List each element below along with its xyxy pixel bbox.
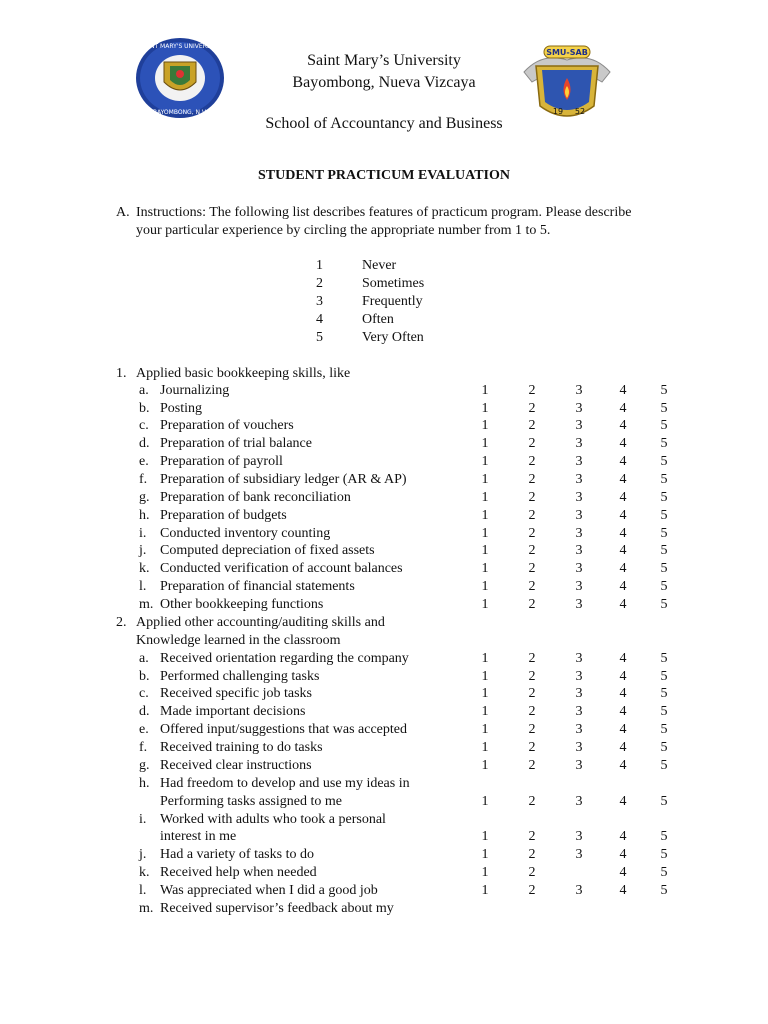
rating-option-4[interactable]: 4 [619, 561, 627, 576]
rating-option-5[interactable]: 5 [660, 847, 668, 862]
rating-option-1[interactable]: 1 [481, 704, 489, 719]
item-text: Conducted inventory counting [160, 526, 331, 541]
rating-option-1[interactable]: 1 [481, 454, 489, 469]
rating-option-3[interactable]: 3 [575, 883, 583, 898]
rating-option-3[interactable]: 3 [575, 472, 583, 487]
question-text-continued: Knowledge learned in the classroom [136, 633, 341, 648]
item-text: Received clear instructions [160, 758, 312, 773]
item-text: Received orientation regarding the company [160, 651, 409, 666]
rating-option-1[interactable]: 1 [481, 543, 489, 558]
rating-option-4[interactable]: 4 [619, 436, 627, 451]
rating-option-4[interactable]: 4 [619, 686, 627, 701]
rating-option-5[interactable]: 5 [660, 490, 668, 505]
rating-option-5[interactable]: 5 [660, 651, 668, 666]
rating-option-5[interactable]: 5 [660, 883, 668, 898]
item-text: Preparation of vouchers [160, 418, 294, 433]
rating-option-4[interactable]: 4 [619, 597, 627, 612]
rating-option-1[interactable]: 1 [481, 686, 489, 701]
rating-option-3[interactable]: 3 [575, 526, 583, 541]
scale-label: Sometimes [362, 276, 425, 291]
rating-option-3[interactable]: 3 [575, 454, 583, 469]
rating-option-2[interactable]: 2 [528, 651, 536, 666]
rating-option-1[interactable]: 1 [481, 418, 489, 433]
rating-option-4[interactable]: 4 [619, 383, 627, 398]
item-letter: g. [139, 758, 150, 773]
item-letter: b. [139, 669, 150, 684]
rating-option-3[interactable]: 3 [575, 490, 583, 505]
question-text: Applied other accounting/auditing skills and [136, 615, 385, 630]
rating-option-2[interactable]: 2 [528, 794, 536, 809]
rating-option-3[interactable]: 3 [575, 383, 583, 398]
university-location: Bayombong, Nueva Vizcaya [292, 74, 476, 91]
scale-number: 5 [316, 330, 323, 345]
rating-option-5[interactable]: 5 [660, 740, 668, 755]
rating-option-4[interactable]: 4 [619, 669, 627, 684]
item-letter: f. [139, 472, 148, 487]
rating-option-5[interactable]: 5 [660, 454, 668, 469]
item-letter: k. [139, 561, 150, 576]
rating-option-5[interactable]: 5 [660, 561, 668, 576]
rating-option-2[interactable]: 2 [528, 383, 536, 398]
school-name: School of Accountancy and Business [265, 115, 503, 132]
rating-option-4[interactable]: 4 [619, 543, 627, 558]
rating-option-3[interactable]: 3 [575, 704, 583, 719]
rating-option-3[interactable]: 3 [575, 508, 583, 523]
item-text: Performing tasks assigned to me [160, 794, 342, 809]
rating-option-4[interactable]: 4 [619, 418, 627, 433]
rating-option-1[interactable]: 1 [481, 794, 489, 809]
item-text: Had freedom to develop and use my ideas in [160, 776, 410, 791]
rating-option-2[interactable]: 2 [528, 829, 536, 844]
rating-option-4[interactable]: 4 [619, 794, 627, 809]
rating-option-2[interactable]: 2 [528, 561, 536, 576]
item-text: Performed challenging tasks [160, 669, 320, 684]
rating-option-3[interactable]: 3 [575, 669, 583, 684]
item-letter: h. [139, 508, 150, 523]
item-letter: b. [139, 401, 150, 416]
rating-option-2[interactable]: 2 [528, 472, 536, 487]
rating-option-4[interactable]: 4 [619, 454, 627, 469]
question-text: Applied basic bookkeeping skills, like [136, 366, 351, 381]
rating-option-4[interactable]: 4 [619, 740, 627, 755]
item-text: Had a variety of tasks to do [160, 847, 314, 862]
rating-option-1[interactable]: 1 [481, 597, 489, 612]
item-letter: f. [139, 740, 148, 755]
item-letter: j. [139, 543, 147, 558]
item-text: Was appreciated when I did a good job [160, 883, 378, 898]
rating-option-5[interactable]: 5 [660, 704, 668, 719]
rating-option-3[interactable]: 3 [575, 651, 583, 666]
rating-option-3[interactable]: 3 [575, 794, 583, 809]
form-title: STUDENT PRACTICUM EVALUATION [257, 168, 511, 183]
question-number: 2. [116, 615, 127, 630]
rating-option-2[interactable]: 2 [528, 508, 536, 523]
rating-option-4[interactable]: 4 [619, 704, 627, 719]
item-text: Conducted verification of account balances [160, 561, 403, 576]
item-letter: a. [139, 651, 149, 666]
item-text: Received help when needed [160, 865, 317, 880]
svg-text:19: 19 [552, 107, 564, 116]
item-letter: d. [139, 436, 150, 451]
rating-option-1[interactable]: 1 [481, 472, 489, 487]
rating-option-4[interactable]: 4 [619, 490, 627, 505]
rating-option-2[interactable]: 2 [528, 758, 536, 773]
rating-option-4[interactable]: 4 [619, 847, 627, 862]
university-name: Saint Mary’s University [307, 52, 461, 69]
rating-option-5[interactable]: 5 [660, 829, 668, 844]
item-text: Preparation of trial balance [160, 436, 312, 451]
item-letter: h. [139, 776, 150, 791]
item-text: interest in me [160, 829, 237, 844]
rating-option-5[interactable]: 5 [660, 508, 668, 523]
rating-option-4[interactable]: 4 [619, 829, 627, 844]
scale-number: 1 [316, 258, 323, 273]
item-letter: c. [139, 418, 149, 433]
item-letter: d. [139, 704, 150, 719]
rating-option-4[interactable]: 4 [619, 526, 627, 541]
rating-option-2[interactable]: 2 [528, 543, 536, 558]
instructions-line-1: Instructions: The following list describes features of practicum program. Please describe [136, 205, 632, 220]
rating-option-3[interactable]: 3 [575, 401, 583, 416]
school-emblem-logo [522, 42, 612, 126]
item-letter: l. [139, 883, 147, 898]
rating-option-3[interactable]: 3 [575, 740, 583, 755]
rating-option-5[interactable]: 5 [660, 758, 668, 773]
rating-option-4[interactable]: 4 [619, 508, 627, 523]
rating-option-1[interactable]: 1 [481, 758, 489, 773]
rating-option-3[interactable]: 3 [575, 418, 583, 433]
rating-option-1[interactable]: 1 [481, 865, 489, 880]
scale-number: 4 [316, 312, 323, 327]
rating-option-5[interactable]: 5 [660, 865, 668, 880]
rating-option-3[interactable]: 3 [575, 543, 583, 558]
item-text: Other bookkeeping functions [160, 597, 324, 612]
rating-option-1[interactable]: 1 [481, 669, 489, 684]
rating-option-1[interactable]: 1 [481, 829, 489, 844]
rating-option-1[interactable]: 1 [481, 561, 489, 576]
rating-option-4[interactable]: 4 [619, 758, 627, 773]
instructions-line-2: your particular experience by circling the appropriate number from 1 to 5. [136, 223, 551, 238]
item-text: Received specific job tasks [160, 686, 313, 701]
scale-label: Very Often [362, 330, 424, 345]
item-letter: l. [139, 579, 147, 594]
svg-text:52: 52 [574, 107, 586, 116]
scale-number: 3 [316, 294, 323, 309]
rating-option-5[interactable]: 5 [660, 794, 668, 809]
section-a-label: A. [116, 205, 130, 220]
rating-option-4[interactable]: 4 [619, 472, 627, 487]
item-text: Posting [160, 401, 203, 416]
rating-option-2[interactable]: 2 [528, 865, 536, 880]
item-text: Received supervisor’s feedback about my [160, 901, 394, 916]
rating-option-1[interactable]: 1 [481, 883, 489, 898]
rating-option-5[interactable]: 5 [660, 543, 668, 558]
item-text: Preparation of subsidiary ledger (AR & AP) [160, 472, 407, 487]
item-letter: i. [139, 812, 147, 827]
item-letter: g. [139, 490, 150, 505]
rating-option-5[interactable]: 5 [660, 472, 668, 487]
rating-option-2[interactable]: 2 [528, 418, 536, 433]
item-text: Preparation of bank reconciliation [160, 490, 351, 505]
rating-option-3[interactable]: 3 [575, 829, 583, 844]
scale-label: Frequently [362, 294, 423, 309]
rating-option-5[interactable]: 5 [660, 418, 668, 433]
rating-option-2[interactable]: 2 [528, 436, 536, 451]
rating-option-2[interactable]: 2 [528, 686, 536, 701]
rating-option-4[interactable]: 4 [619, 579, 627, 594]
item-text: Preparation of budgets [160, 508, 287, 523]
rating-option-3[interactable]: 3 [575, 722, 583, 737]
item-text: Computed depreciation of fixed assets [160, 543, 375, 558]
item-text: Preparation of financial statements [160, 579, 355, 594]
rating-option-5[interactable]: 5 [660, 526, 668, 541]
rating-option-3[interactable]: 3 [575, 561, 583, 576]
item-letter: j. [139, 847, 147, 862]
rating-option-2[interactable]: 2 [528, 704, 536, 719]
rating-option-3[interactable]: 3 [575, 436, 583, 451]
item-letter: e. [139, 454, 149, 469]
scale-label: Never [362, 258, 397, 273]
rating-option-4[interactable]: 4 [619, 865, 627, 880]
rating-option-2[interactable]: 2 [528, 490, 536, 505]
svg-text:SMU-SAB: SMU-SAB [546, 48, 588, 57]
rating-option-1[interactable]: 1 [481, 436, 489, 451]
item-letter: i. [139, 526, 147, 541]
rating-option-5[interactable]: 5 [660, 597, 668, 612]
rating-option-2[interactable]: 2 [528, 883, 536, 898]
rating-option-5[interactable]: 5 [660, 669, 668, 684]
item-letter: k. [139, 865, 150, 880]
rating-option-1[interactable]: 1 [481, 383, 489, 398]
rating-option-2[interactable]: 2 [528, 740, 536, 755]
item-text: Preparation of payroll [160, 454, 283, 469]
rating-option-4[interactable]: 4 [619, 401, 627, 416]
rating-option-5[interactable]: 5 [660, 383, 668, 398]
rating-option-1[interactable]: 1 [481, 490, 489, 505]
rating-option-3[interactable]: 3 [575, 597, 583, 612]
rating-option-4[interactable]: 4 [619, 651, 627, 666]
item-text: Made important decisions [160, 704, 306, 719]
rating-option-4[interactable]: 4 [619, 722, 627, 737]
rating-option-1[interactable]: 1 [481, 401, 489, 416]
item-letter: c. [139, 686, 149, 701]
item-letter: m. [139, 901, 154, 916]
rating-option-3[interactable]: 3 [575, 758, 583, 773]
rating-option-1[interactable]: 1 [481, 722, 489, 737]
rating-option-5[interactable]: 5 [660, 401, 668, 416]
rating-option-2[interactable]: 2 [528, 579, 536, 594]
question-number: 1. [116, 366, 127, 381]
rating-option-3[interactable]: 3 [575, 847, 583, 862]
rating-option-1[interactable]: 1 [481, 508, 489, 523]
rating-option-2[interactable]: 2 [528, 597, 536, 612]
rating-option-5[interactable]: 5 [660, 436, 668, 451]
scale-label: Often [362, 312, 394, 327]
rating-option-1[interactable]: 1 [481, 740, 489, 755]
scale-number: 2 [316, 276, 323, 291]
item-letter: m. [139, 597, 154, 612]
svg-text:BAYOMBONG, N.V.: BAYOMBONG, N.V. [152, 109, 208, 116]
rating-option-2[interactable]: 2 [528, 401, 536, 416]
rating-option-1[interactable]: 1 [481, 847, 489, 862]
item-text: Worked with adults who took a personal [160, 812, 386, 827]
rating-option-2[interactable]: 2 [528, 526, 536, 541]
rating-option-1[interactable]: 1 [481, 579, 489, 594]
rating-option-2[interactable]: 2 [528, 847, 536, 862]
rating-option-1[interactable]: 1 [481, 651, 489, 666]
rating-option-2[interactable]: 2 [528, 454, 536, 469]
rating-option-3[interactable]: 3 [575, 686, 583, 701]
svg-text:SAINT MARY'S UNIVERSITY: SAINT MARY'S UNIVERSITY [140, 43, 220, 50]
rating-option-2[interactable]: 2 [528, 722, 536, 737]
item-text: Received training to do tasks [160, 740, 323, 755]
item-letter: a. [139, 383, 149, 398]
item-text: Journalizing [160, 383, 230, 398]
rating-option-2[interactable]: 2 [528, 669, 536, 684]
item-text: Offered input/suggestions that was accepted [160, 722, 408, 737]
item-letter: e. [139, 722, 149, 737]
rating-option-4[interactable]: 4 [619, 883, 627, 898]
rating-option-1[interactable]: 1 [481, 526, 489, 541]
rating-option-5[interactable]: 5 [660, 722, 668, 737]
rating-option-5[interactable]: 5 [660, 686, 668, 701]
university-seal-logo [134, 36, 226, 120]
rating-option-3[interactable]: 3 [575, 579, 583, 594]
rating-option-5[interactable]: 5 [660, 579, 668, 594]
